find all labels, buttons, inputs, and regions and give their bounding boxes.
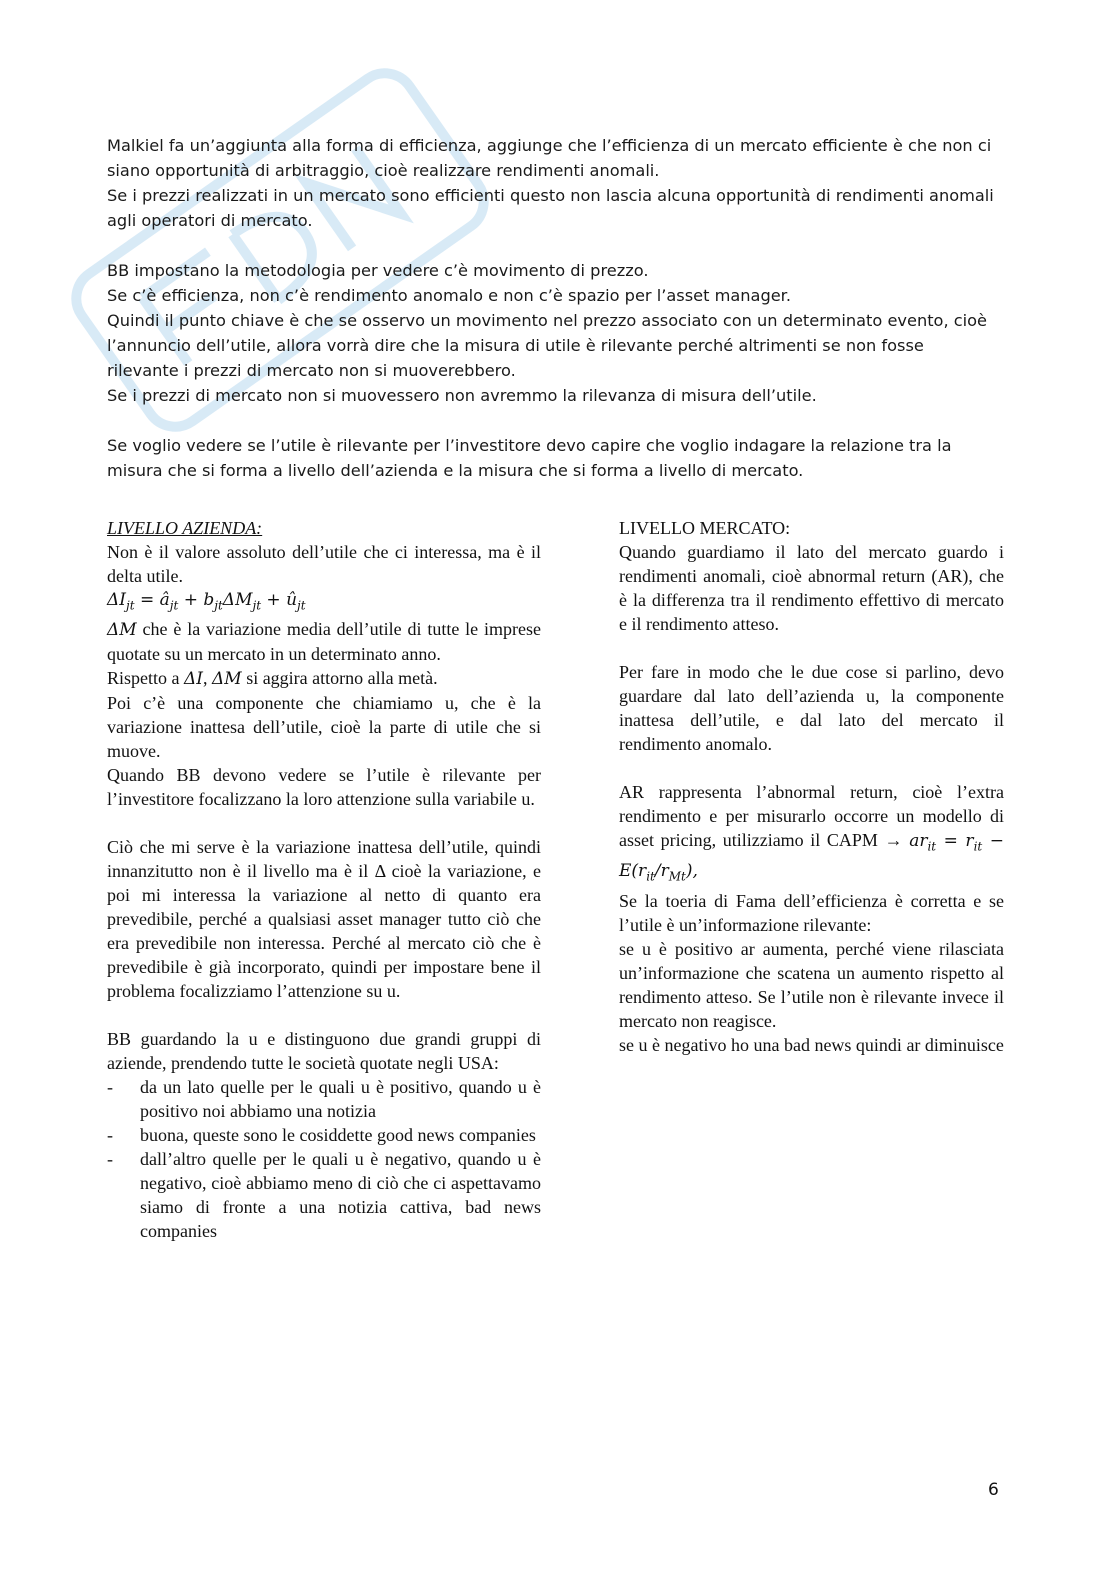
paragraph-rispetto: Rispetto a ΔI, ΔM si aggira attorno alla metà. [107, 668, 438, 690]
paragraph: Poi c’è una componente che chiamiamo u, che è la variazione inattesa dell’utile, cioè la parte di utile che si muove. [107, 693, 541, 762]
paragraph: Ciò che mi serve è la variazione inattesa dell’utile, quindi innanzitutto non è il livello ma è il Δ cioè la variazione, e poi mi interessa la variazione al netto di quanto era prevedibile, perché a qualsiasi asset manager tutto ciò che era prevedibile non interessa. Perché al mercato ciò che è prevedibile è già incorporato, quindi per impostare bene il problema focalizziamo l’attenzione su u. [107, 837, 541, 1002]
paragraph: Non è il valore assoluto dell’utile che ci interessa, ma è il delta utile. [107, 542, 541, 586]
section-heading-mercato: LIVELLO MERCATO: [619, 518, 791, 538]
intro-paragraph: Se i prezzi di mercato non si muovessero non avremmo la rilevanza di misura dell’utile. [107, 386, 817, 405]
intro-section [107, 133, 997, 483]
paragraph: se u è negativo ho una bad news quindi ar diminuisce [619, 1034, 1004, 1055]
right-column-livello-mercato [619, 516, 1004, 1057]
paragraph: se u è positivo ar aumenta, perché viene rilasciata un’informazione che scatena un aumento rispetto al rendimento atteso. Se l’utile non è rilevante invece il mercato non reagisce. [619, 938, 1004, 1031]
section-heading-azienda: LIVELLO AZIENDA: [107, 518, 263, 538]
paragraph: Quando guardiamo il lato del mercato guardo i rendimenti anomali, cioè abnormal return (AR), che è la differenza tra il rendimento effettivo di mercato e il rendimento atteso. [619, 542, 1004, 634]
list-item: - dall’altro quelle per le quali u è negativo, quando u è negativo, cioè abbiamo meno di ciò che ci aspettavamo siamo di fronte a una notizia cattiva, bad news companies [107, 1147, 541, 1243]
left-column-livello-azienda [107, 516, 541, 1243]
paragraph-capm: AR rappresenta l’abnormal return, cioè l’extra rendimento e per misurarlo occorre un modello di asset pricing, utilizziamo il CAPM → $ar_{it} = r_{it} - E(r_{it}/r_{Mt})$, [619, 782, 1004, 884]
paragraph: Quando BB devono vedere se l’utile è rilevante per l’investitore focalizzano la loro attenzione sulla variabile u. [107, 765, 541, 810]
paragraph: Se la toeria di Fama dell’efficienza è corretta e se l’utile è un’informazione rilevante: [619, 890, 1004, 935]
intro-paragraph: Quindi il punto chiave è che se osservo un movimento nel prezzo associato con un determinato evento, cioè l’annuncio dell’utile, allora vorrà dire che la misura di utile è rilevante perché altrimenti se non fosse rilevante i prezzi di mercato non si muoverebbero. [107, 311, 988, 380]
list-item: - buona, queste sono le cosiddette good news companies [107, 1123, 541, 1147]
paragraph: BB guardando la u e distinguono due grandi gruppi di aziende, prendendo tutte le società quotate negli USA: [107, 1029, 541, 1074]
formula-delta-utile: $\Delta I_{jt}$ = $â_{jt} + b_{jt}\Delta M_{jt}$ + $û_{jt}$ [107, 590, 306, 613]
intro-paragraph: Malkiel fa un’aggiunta alla forma di efficienza, aggiunge che l’efficienza di un mercato efficiente è che non ci siano opportunità di arbitraggio, cioè realizzare rendimenti anomali. [107, 136, 992, 180]
companies-list [107, 1075, 541, 1243]
intro-paragraph: Se i prezzi realizzati in un mercato sono efficienti questo non lascia alcuna opportunità di rendimenti anomali agli operatori di mercato. [107, 186, 994, 230]
formula-abnormal-return: $ar_{it} = r_{it} - E(r_{it}/r_{Mt})$, [619, 831, 1004, 884]
page-number: 6 [988, 1480, 999, 1500]
intro-paragraph: BB impostano la metodologia per vedere c’è movimento di prezzo. [107, 261, 649, 280]
paragraph: Per fare in modo che le due cose si parlino, devo guardare dal lato dell’azienda u, la componente inattesa dell’utile, e dal lato del mercato il rendimento anomalo. [619, 662, 1004, 754]
intro-paragraph: Se c’è efficienza, non c’è rendimento anomalo e non c’è spazio per l’asset manager. [107, 286, 791, 305]
arrow-icon: → [884, 830, 903, 850]
intro-paragraph: Se voglio vedere se l’utile è rilevante per l’investitore devo capire che voglio indagare la relazione tra la misura che si forma a livello dell’azienda e la misura che si forma a livello di mercato. [107, 436, 952, 480]
paragraph-delta-m: ΔM che è la variazione media dell’utile di tutte le imprese quotate su un mercato in un determinato anno. [107, 619, 541, 665]
list-item: - da un lato quelle per le quali u è positivo, quando u è positivo noi abbiamo una notizia [107, 1075, 541, 1123]
